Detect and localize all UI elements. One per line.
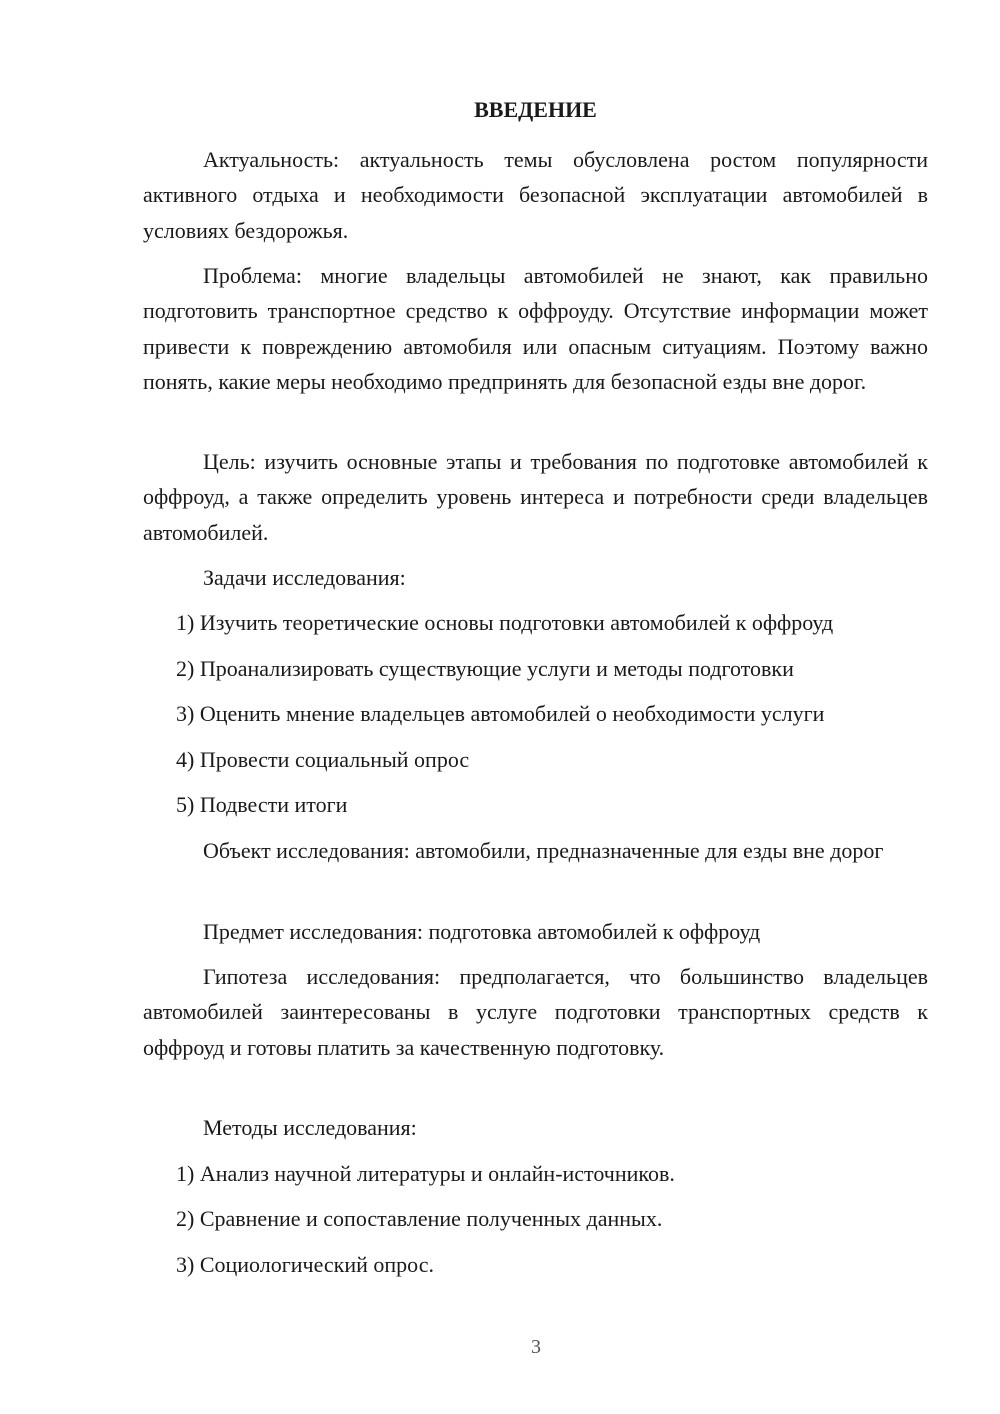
object-paragraph: Объект исследования: автомобили, предназначенные для езды вне дорог bbox=[203, 838, 884, 863]
task-item-2: 2) Проанализировать существующие услуги и методы подготовки bbox=[176, 656, 794, 681]
page-number: 3 bbox=[531, 1336, 541, 1358]
method-item-1: 1) Анализ научной литературы и онлайн-источников. bbox=[176, 1161, 675, 1186]
goal-paragraph: Цель: изучить основные этапы и требования по подготовке автомобилей к оффроуд, а также определить уровень интереса и потребности среди владельцев автомобилей. bbox=[143, 449, 928, 545]
problem-paragraph: Проблема: многие владельцы автомобилей не знают, как правильно подготовить транспортное средство к оффроуду. Отсутствие информации может привести к повреждению автомобиля или опасным ситуациям. Поэтому важно понять, какие меры необходимо предпринять для безопасной езды вне дорог. bbox=[143, 263, 928, 394]
task-item-3: 3) Оценить мнение владельцев автомобилей о необходимости услуги bbox=[176, 701, 825, 726]
task-item-1: 1) Изучить теоретические основы подготовки автомобилей к оффроуд bbox=[176, 610, 834, 635]
method-item-3: 3) Социологический опрос. bbox=[176, 1252, 434, 1277]
subject-paragraph: Предмет исследования: подготовка автомобилей к оффроуд bbox=[203, 919, 761, 944]
method-item-2: 2) Сравнение и сопоставление полученных данных. bbox=[176, 1206, 663, 1231]
page-title: ВВЕДЕНИЕ bbox=[474, 97, 597, 122]
tasks-heading: Задачи исследования: bbox=[203, 565, 406, 590]
task-item-5: 5) Подвести итоги bbox=[176, 792, 348, 817]
relevance-paragraph: Актуальность: актуальность темы обусловлена ростом популярности активного отдыха и необходимости безопасной эксплуатации автомобилей в условиях бездорожья. bbox=[143, 147, 928, 243]
hypothesis-paragraph: Гипотеза исследования: предполагается, что большинство владельцев автомобилей заинтересованы в услуге подготовки транспортных средств к оффроуд и готовы платить за качественную подготовку. bbox=[143, 964, 928, 1060]
task-item-4: 4) Провести социальный опрос bbox=[176, 747, 470, 772]
document-page bbox=[143, 0, 928, 1414]
methods-heading: Методы исследования: bbox=[203, 1115, 417, 1140]
